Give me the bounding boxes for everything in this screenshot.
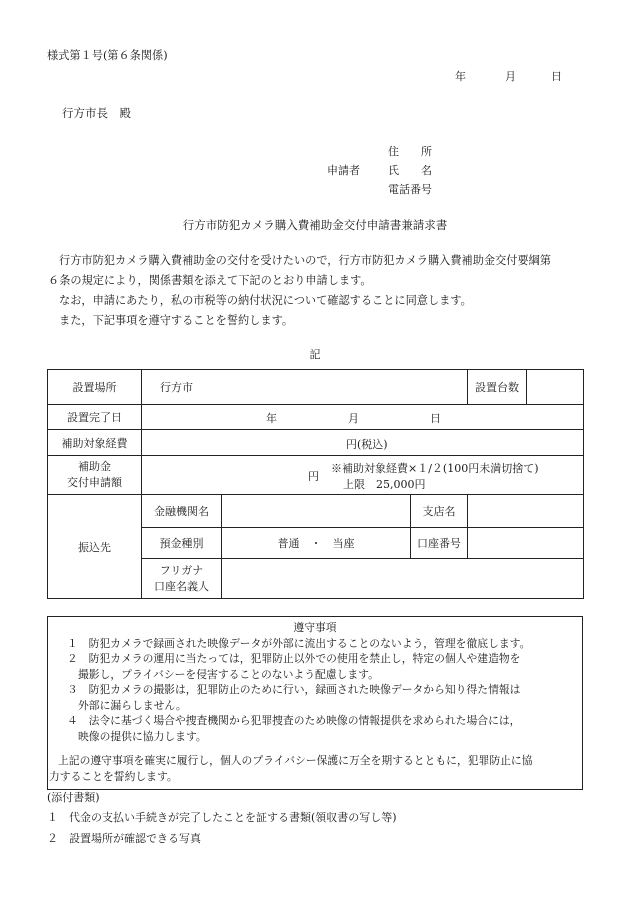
grant-value[interactable] — [142, 456, 584, 495]
grant-label — [48, 456, 142, 495]
grant-label-line1: 補助金 — [78, 460, 111, 473]
bank-value[interactable] — [222, 495, 411, 528]
completion-year: 年 — [266, 412, 277, 425]
rule-item-2-line2: 撮影し，プライバシーを侵害することのないよう配慮します。 — [78, 667, 379, 681]
cost-value[interactable] — [142, 430, 584, 456]
completion-month: 月 — [348, 412, 359, 425]
compliance-box — [47, 616, 583, 790]
application-table — [47, 369, 584, 599]
applicant-role: 申請者 — [327, 164, 360, 177]
address-label: 住 所 — [388, 145, 432, 158]
count-label: 設置台数 — [468, 370, 527, 405]
cost-unit: 円(税込) — [346, 437, 388, 451]
attachments-heading: (添付書類) — [47, 791, 100, 804]
account-type-value[interactable]: 普通 ・ 当座 — [222, 528, 411, 559]
count-value[interactable] — [527, 370, 584, 405]
attachment-item-1: １ 代金の支払い手続きが完了したことを証する書類(領収書の写し等) — [47, 811, 397, 824]
furigana-label: フリガナ — [159, 563, 204, 577]
body-para1-line1: 行方市防犯カメラ購入費補助金の交付を受けたいので，行方市防犯カメラ購入費補助金交付要綱第 — [59, 254, 552, 267]
rule-item-2-line1: ２ 防犯カメラの運用に当たっては，犯罪防止以外での使用を禁止し，特定の個人や建造物を — [67, 652, 521, 665]
account-number-value[interactable] — [468, 528, 584, 559]
grant-note: ※補助対象経費×１/２(100円未満切捨て) — [331, 462, 539, 475]
holder-label: 口座名義人 — [154, 579, 209, 593]
name-label: 氏 名 — [388, 164, 432, 177]
addressee: 行方市長 殿 — [62, 106, 131, 120]
branch-value[interactable] — [468, 495, 584, 528]
completion-day: 日 — [430, 412, 441, 425]
rules-closing-line2: 力することを誓約します。 — [49, 769, 178, 783]
rule-item-1: １ 防犯カメラで録画された映像データが外部に流出することのないよう，管理を徹底します。 — [67, 636, 531, 650]
bank-label: 金融機関名 — [142, 495, 222, 528]
cost-label: 補助対象経費 — [48, 430, 142, 456]
completion-date-value[interactable] — [142, 405, 584, 430]
grant-label-line2: 交付申請額 — [67, 476, 122, 489]
account-holder-label — [142, 559, 222, 599]
rule-item-4-line2: 映像の提供に協力します。 — [78, 729, 207, 743]
rule-item-4-line1: ４ 法令に基づく場合や捜査機関から犯罪捜査のため映像の情報提供を求められた場合には， — [67, 714, 521, 727]
branch-label: 支店名 — [411, 495, 468, 528]
location-label: 設置場所 — [48, 370, 142, 405]
ki-mark: 記 — [309, 348, 321, 361]
rule-item-3-line1: ３ 防犯カメラの撮影は，犯罪防止のために行い，録画された映像データから知り得た情報は — [67, 683, 521, 696]
account-type-label: 預金種別 — [142, 528, 222, 559]
grant-limit: 上限 25,000円 — [343, 478, 426, 491]
phone-label: 電話番号 — [388, 183, 432, 196]
date-year: 年 — [455, 70, 466, 83]
date-month: 月 — [505, 70, 516, 83]
attachment-item-2: ２ 設置場所が確認できる写真 — [47, 832, 201, 845]
rules-closing-line1: 上記の遵守事項を確実に履行し，個人のプライバシー保護に万全を期するとともに，犯罪防止に協 — [58, 754, 533, 767]
body-para1-line2: ６条の規定により，関係書類を添えて下記のとおり申請します。 — [48, 274, 372, 287]
body-text — [48, 251, 588, 331]
account-holder-value[interactable] — [222, 559, 584, 599]
form-number: 様式第１号(第６条関係) — [47, 49, 168, 62]
rule-item-3-line2: 外部に漏らしません。 — [78, 698, 187, 712]
body-para2: なお，申請にあたり，私の市税等の納付状況について確認することに同意します。 — [59, 294, 472, 307]
location-value[interactable]: 行方市 — [142, 370, 468, 405]
rules-title: 遵守事項 — [293, 621, 337, 634]
account-number-label: 口座番号 — [411, 528, 468, 559]
body-para3: また，下記事項を遵守することを誓約します。 — [59, 314, 294, 327]
transfer-label: 振込先 — [48, 495, 142, 599]
grant-yen: 円 — [308, 470, 319, 483]
date-day: 日 — [551, 70, 562, 83]
completion-label: 設置完了日 — [48, 405, 142, 430]
document-title: 行方市防犯カメラ購入費補助金交付申請書兼請求書 — [182, 218, 448, 232]
